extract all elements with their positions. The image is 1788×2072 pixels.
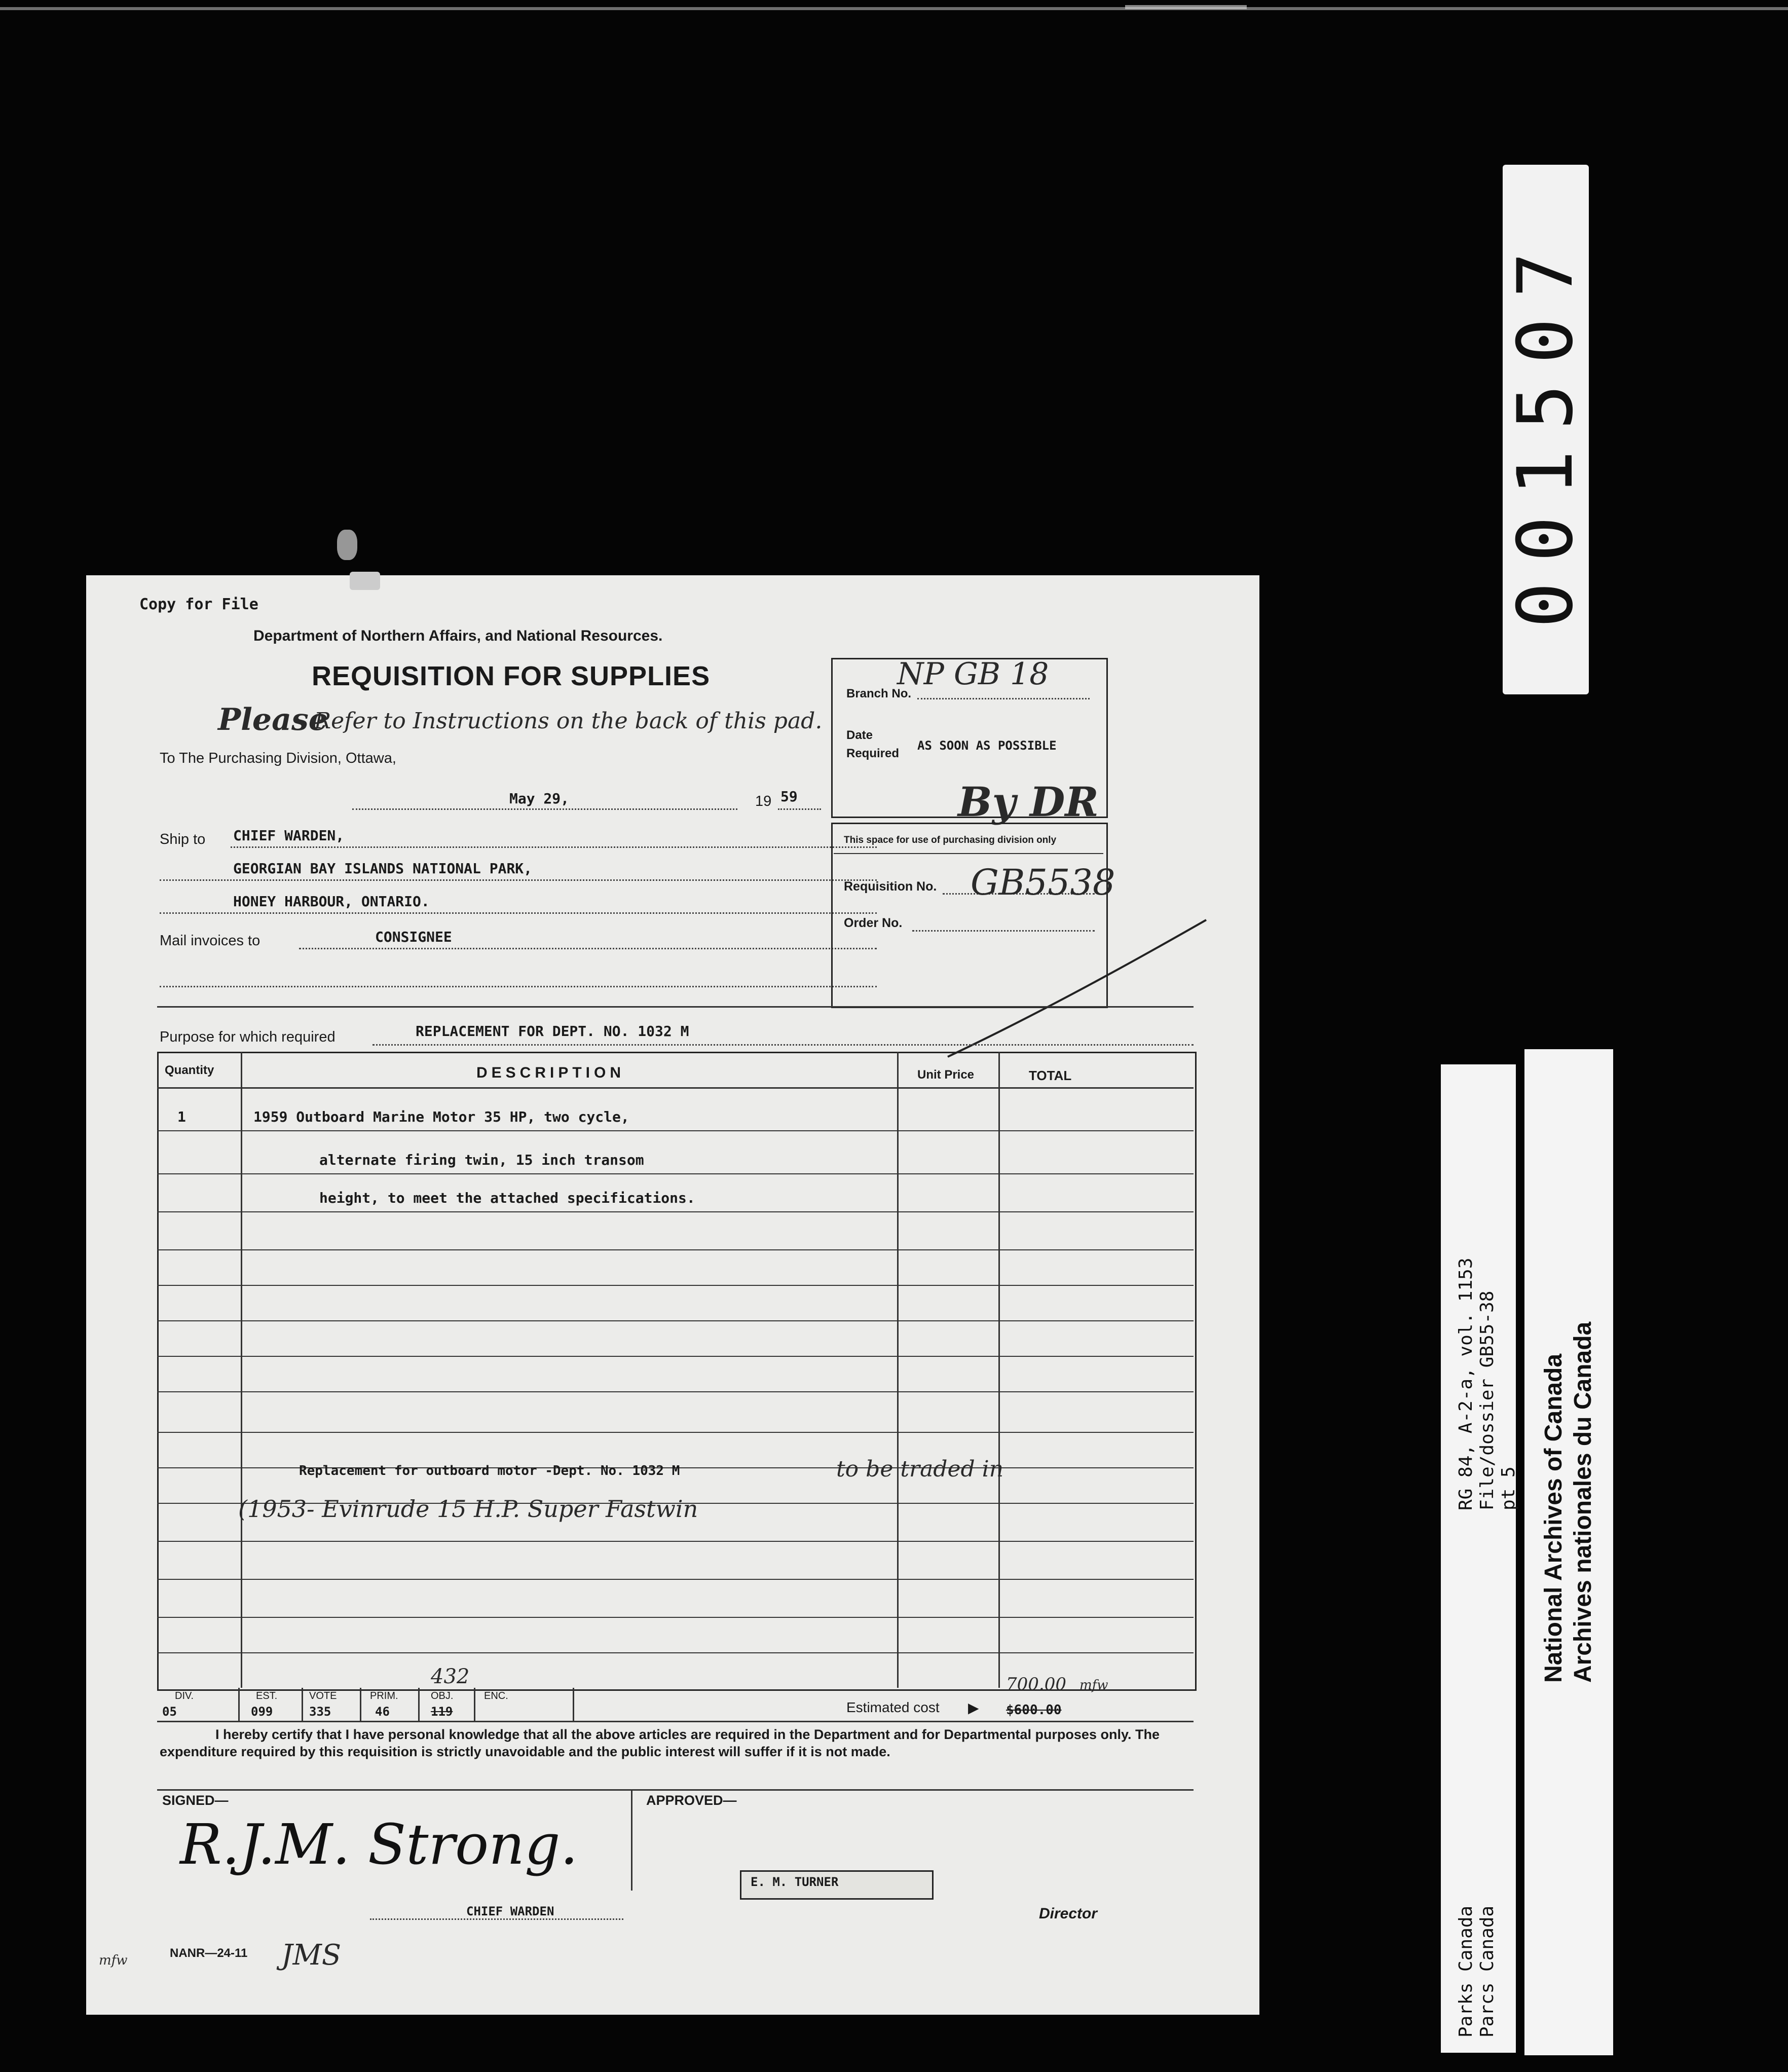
order-label: Order No. [844,916,903,930]
replacement-note-typed: Replacement for outboard motor -Dept. No. 1032 M [299,1463,680,1478]
description-line-1: 1959 Outboard Marine Motor 35 HP, two cycle, [253,1108,629,1125]
purchasing-only-note: This space for use of purchasing division only [844,835,1057,845]
date-value: May 29, [509,790,570,807]
scan-edge [0,7,1788,10]
ship-line-2 [160,879,877,881]
label-ref-line2: File/dossier GB55-38 [1477,1290,1498,1510]
row-line [157,1541,1194,1542]
replacement-note-handwritten: to be traded in [836,1456,1004,1482]
ship-line-1 [231,846,877,848]
form-title: REQUISITION FOR SUPPLIES [312,661,711,691]
year-line [778,808,821,810]
obj-handwritten: 432 [431,1665,470,1688]
frame-number-tag [1503,165,1589,694]
label-ref-line3: pt 5 [1498,1466,1519,1510]
row-line [157,1356,1194,1357]
vote-value: 335 [309,1705,331,1719]
label-parks-fr: Parcs Canada [1477,1905,1498,2038]
estimated-cost-arrow-icon: ▶ [968,1700,979,1716]
requisition-label: Requisition No. [844,879,937,894]
initials-handwritten: By DR [958,778,1099,826]
purpose-value: REPLACEMENT FOR DEPT. NO. 1032 M [416,1023,689,1040]
signed-label: SIGNED— [162,1793,229,1808]
label-archives-en: National Archives of Canada [1540,1353,1567,1683]
approval-stamp [740,1870,934,1900]
ship-to-line-2: GEORGIAN BAY ISLANDS NATIONAL PARK, [233,860,533,877]
purpose-line [372,1044,1194,1046]
director-label: Director [1039,1905,1098,1922]
prim-label: PRIM. [370,1690,398,1701]
div-label: DIV. [175,1690,194,1701]
header-total: TOTAL [1029,1068,1072,1083]
branch-line [917,698,1090,699]
prim-value: 46 [375,1705,390,1719]
certification-text: I hereby certify that I have personal knowledge that all the above articles are required in the Department and for Departmental purposes only. The expenditure required by this requisition is strictly unavoidable and the public interest will suffer if it is not made. [160,1727,1160,1759]
ship-to-line-3: HONEY HARBOUR, ONTARIO. [233,893,430,910]
row-line [157,1130,1194,1131]
corner-initials: mfw [99,1953,128,1968]
date-required-label-1: Date [846,728,873,742]
estimated-cost-initials: mfw [1079,1678,1108,1693]
description-line-3: height, to meet the attached specifications. [319,1190,695,1206]
code-divider [474,1688,475,1721]
frame-number: 001507 [1502,231,1590,628]
to-purchasing: To The Purchasing Division, Ottawa, [160,750,396,766]
purchasing-divider [834,853,1103,854]
div-value: 05 [162,1705,177,1719]
mail-invoices-label: Mail invoices to [160,933,260,949]
row-line [157,1391,1194,1392]
signature-top-rule [157,1789,1194,1791]
code-divider [573,1688,574,1721]
row-line [157,1173,1194,1174]
codes-bottom-rule [157,1721,1194,1722]
row-line [157,1249,1194,1250]
code-divider [418,1688,420,1721]
mail-line [299,948,877,949]
col-divider-desc [897,1052,899,1688]
bottom-initials: JMS [281,1939,342,1972]
est-value: 099 [251,1705,273,1719]
archive-label-parks [1441,1064,1519,2053]
row-line [157,1211,1194,1212]
pen-stroke-slash [943,859,1216,1062]
date-required-label-2: Required [846,747,900,760]
instructions-text: Refer to Instructions on the back of this pad. [314,708,823,734]
approved-label: APPROVED— [646,1793,737,1808]
ship-line-3 [160,912,877,914]
purpose-top-rule [157,1006,1194,1008]
estimated-cost-label: Estimated cost [846,1699,940,1715]
header-unit-price: Unit Price [917,1068,975,1082]
date-required-value: AS SOON AS POSSIBLE [917,738,1057,753]
code-divider [360,1688,361,1721]
signature-divider [631,1789,632,1891]
obj-value: 119 [431,1705,453,1719]
row-line [157,1320,1194,1321]
code-divider [302,1688,303,1721]
approval-stamp-text: E. M. TURNER [751,1875,839,1889]
item-quantity: 1 [177,1108,186,1125]
description-line-2: alternate firing twin, 15 inch transom [319,1152,644,1168]
requisition-value: GB5538 [971,862,1115,903]
enc-label: ENC. [484,1690,508,1701]
purpose-label: Purpose for which required [160,1029,336,1045]
ship-to-label: Ship to [160,831,206,847]
header-rule [157,1087,1194,1089]
ship-to-line-1: CHIEF WARDEN, [233,827,345,844]
signature: R.J.M. Strong. [180,1812,578,1877]
code-divider [238,1688,240,1721]
obj-label: OBJ. [431,1690,454,1701]
label-ref-line1: RG 84, A-2-a, vol. 1153 [1456,1257,1476,1510]
date-line [352,808,737,810]
year-prefix: 19 [755,793,772,809]
est-label: EST. [256,1690,278,1701]
signer-title: CHIEF WARDEN [466,1904,554,1918]
clip-mark [337,530,357,560]
archive-label-national [1524,1049,1613,2055]
trade-in-note-handwritten: (1953- Evinrude 15 H.P. Super Fastwin [238,1495,698,1523]
estimated-cost-handwritten: 700.00 [1006,1674,1066,1694]
row-line [157,1652,1194,1653]
label-archives-fr: Archives nationales du Canada [1570,1321,1596,1683]
signer-line [370,1918,623,1920]
row-line [157,1432,1194,1433]
row-line [157,1617,1194,1618]
col-divider-unit [998,1052,1000,1688]
branch-label: Branch No. [846,687,912,700]
department-name: Department of Northern Affairs, and National Resources. [253,627,663,644]
requisition-form [86,575,1259,2015]
row-line [157,1285,1194,1286]
mail-invoices-value: CONSIGNEE [375,929,452,945]
label-parks-en: Parks Canada [1456,1905,1476,2038]
copy-note: Copy for File [139,596,258,613]
row-line [157,1579,1194,1580]
header-description: DESCRIPTION [476,1064,625,1081]
scan-edge-mark [1125,5,1247,9]
year-value: 59 [780,788,798,805]
header-quantity: Quantity [165,1063,214,1077]
branch-value: NP GB 18 [897,656,1049,692]
blank-line [160,986,877,987]
clip-tab [350,572,380,590]
estimated-cost-typed: $600.00 [1006,1703,1062,1718]
item-table [157,1052,1197,1691]
form-code: NANR—24-11 [170,1946,248,1960]
vote-label: VOTE [309,1690,337,1701]
col-divider-qty [241,1052,242,1688]
instructions-please: Please [218,702,328,737]
